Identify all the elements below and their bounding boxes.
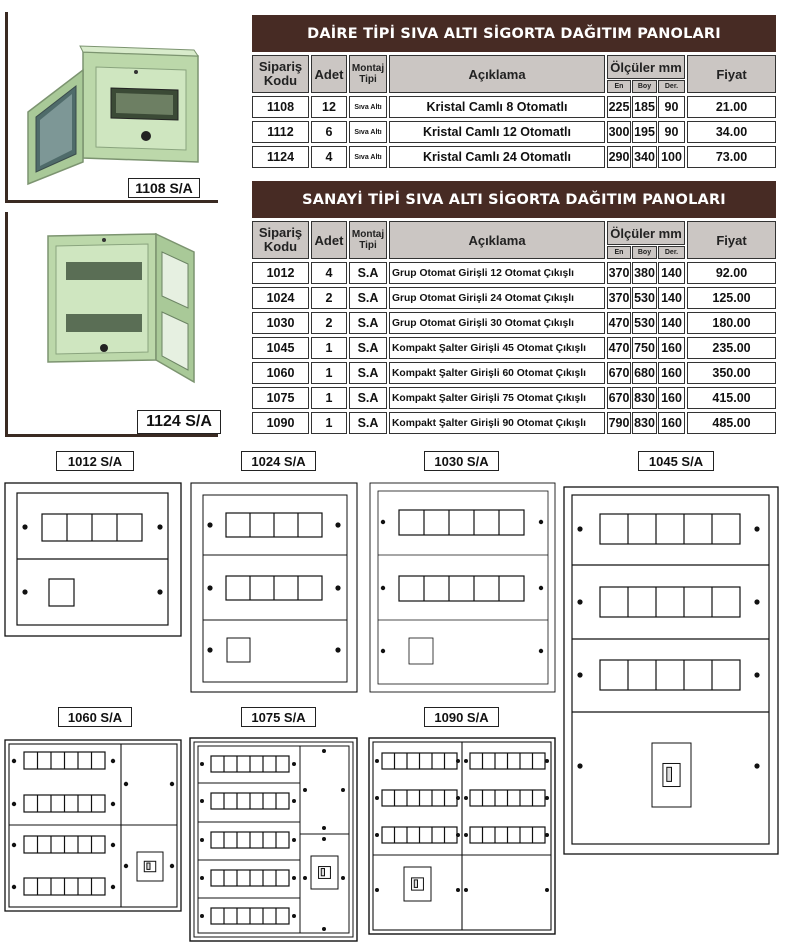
screw-dot	[322, 826, 326, 830]
screw-dot	[577, 672, 582, 677]
header-boy: Boy	[632, 246, 657, 259]
header-fiyat: Fiyat	[687, 221, 776, 259]
screw-dot	[754, 763, 759, 768]
screw-dot	[381, 649, 385, 653]
module-row	[399, 510, 524, 535]
table-cell-kod: 1030	[252, 312, 309, 334]
table-cell-kod: 1012	[252, 262, 309, 284]
inner-frame	[198, 746, 349, 933]
screw-dot	[545, 833, 549, 837]
table-cell-boy: 680	[632, 362, 657, 384]
outer-frame	[190, 738, 357, 941]
table-cell-der: 90	[658, 121, 685, 143]
screw-dot	[375, 796, 379, 800]
screw-dot	[200, 838, 204, 842]
module-row	[600, 660, 740, 690]
table-cell-adet: 2	[311, 312, 347, 334]
screw-dot	[200, 876, 204, 880]
screw-dot	[207, 585, 212, 590]
table-cell-der: 90	[658, 96, 685, 118]
header-adet: Adet	[311, 221, 347, 259]
table-cell-fiyat: 92.00	[687, 262, 776, 284]
table-cell-boy: 830	[632, 412, 657, 434]
table-cell-der: 160	[658, 412, 685, 434]
table-cell-en: 300	[607, 121, 631, 143]
diagram-label: 1075 S/A	[241, 707, 316, 727]
table-cell-boy: 530	[632, 312, 657, 334]
screw-dot	[292, 762, 296, 766]
table-cell-boy: 530	[632, 287, 657, 309]
table-title: DAİRE TİPİ SIVA ALTI SİGORTA DAĞITIM PANOLARI	[252, 15, 776, 52]
screw-dot	[303, 876, 307, 880]
table-cell-adet: 4	[311, 146, 347, 168]
screw-dot	[335, 522, 340, 527]
table-cell-kod: 1108	[252, 96, 309, 118]
diagram-label: 1030 S/A	[424, 451, 499, 471]
screw-dot	[539, 520, 543, 524]
module-row	[399, 576, 524, 601]
screw-dot	[22, 524, 27, 529]
table-cell-fiyat: 34.00	[687, 121, 776, 143]
screw-dot	[200, 799, 204, 803]
table-cell-fiyat: 350.00	[687, 362, 776, 384]
table-cell-kod: 1060	[252, 362, 309, 384]
screw-dot	[335, 585, 340, 590]
table-cell-montaj: S.A	[349, 362, 387, 384]
screw-dot	[207, 522, 212, 527]
table-cell-boy: 750	[632, 337, 657, 359]
screw-dot	[464, 833, 468, 837]
module-row	[600, 514, 740, 544]
table-cell-aciklama: Kompakt Şalter Girişli 60 Otomat Çıkışlı	[389, 362, 605, 384]
header-en: En	[607, 80, 631, 93]
module-row	[600, 587, 740, 617]
screw-dot	[577, 599, 582, 604]
table-cell-aciklama: Kompakt Şalter Girişli 75 Otomat Çıkışlı	[389, 387, 605, 409]
table-cell-aciklama: Kompakt Şalter Girişli 90 Otomat Çıkışlı	[389, 412, 605, 434]
table-cell-montaj: Sıva Altı	[349, 146, 387, 168]
screw-dot	[456, 888, 460, 892]
table-cell-montaj: S.A	[349, 262, 387, 284]
table-cell-en: 790	[607, 412, 631, 434]
table-cell-montaj: Sıva Altı	[349, 96, 387, 118]
breaker-switch	[667, 767, 672, 781]
photo-caption: 1108 S/A	[128, 178, 200, 198]
breaker-slot	[49, 579, 74, 606]
screw-dot	[375, 759, 379, 763]
table-cell-kod: 1045	[252, 337, 309, 359]
screw-dot	[456, 833, 460, 837]
table-cell-aciklama: Kristal Camlı 24 Otomatlı	[389, 146, 605, 168]
table-cell-fiyat: 125.00	[687, 287, 776, 309]
table-cell-adet: 6	[311, 121, 347, 143]
photo-caption: 1124 S/A	[137, 410, 221, 434]
table-cell-adet: 1	[311, 337, 347, 359]
screw-dot	[341, 788, 345, 792]
diagram-label: 1024 S/A	[241, 451, 316, 471]
screw-dot	[200, 762, 204, 766]
screw-dot	[754, 599, 759, 604]
screw-dot	[170, 782, 174, 786]
table-cell-der: 140	[658, 262, 685, 284]
table-cell-kod: 1112	[252, 121, 309, 143]
table-cell-aciklama: Grup Otomat Girişli 12 Otomat Çıkışlı	[389, 262, 605, 284]
screw-dot	[754, 526, 759, 531]
table-cell-fiyat: 73.00	[687, 146, 776, 168]
screw-dot	[303, 788, 307, 792]
header-adet: Adet	[311, 55, 347, 93]
screw-dot	[539, 586, 543, 590]
table-cell-boy: 195	[632, 121, 657, 143]
screw-dot	[111, 802, 115, 806]
table-cell-en: 670	[607, 387, 631, 409]
screw-dot	[170, 864, 174, 868]
screw-dot	[375, 833, 379, 837]
screw-dot	[545, 796, 549, 800]
table-cell-fiyat: 180.00	[687, 312, 776, 334]
table-cell-montaj: S.A	[349, 412, 387, 434]
table-cell-der: 160	[658, 337, 685, 359]
diagram-label: 1045 S/A	[638, 451, 714, 471]
breaker-switch	[414, 880, 417, 887]
header-en: En	[607, 246, 631, 259]
screw-dot	[12, 843, 16, 847]
table-cell-aciklama: Kristal Camlı 12 Otomatlı	[389, 121, 605, 143]
screw-dot	[456, 796, 460, 800]
header-olculer: Ölçüler mm	[607, 221, 685, 245]
table-cell-en: 470	[607, 312, 631, 334]
table-cell-adet: 1	[311, 387, 347, 409]
diagram-label: 1090 S/A	[424, 707, 499, 727]
table-cell-montaj: S.A	[349, 312, 387, 334]
screw-dot	[375, 888, 379, 892]
screw-dot	[754, 672, 759, 677]
screw-dot	[292, 876, 296, 880]
table-cell-adet: 4	[311, 262, 347, 284]
screw-dot	[292, 914, 296, 918]
table-cell-fiyat: 235.00	[687, 337, 776, 359]
screw-dot	[124, 782, 128, 786]
table-cell-aciklama: Grup Otomat Girişli 30 Otomat Çıkışlı	[389, 312, 605, 334]
diagram-label: 1012 S/A	[56, 451, 134, 471]
header-der: Der.	[658, 246, 685, 259]
table-cell-boy: 185	[632, 96, 657, 118]
breaker-switch	[147, 863, 150, 869]
header-aciklama: Açıklama	[389, 221, 605, 259]
table-cell-en: 470	[607, 337, 631, 359]
table-cell-en: 670	[607, 362, 631, 384]
screw-dot	[322, 927, 326, 931]
header-montaj-tipi: Montaj Tipi	[349, 55, 387, 93]
table-cell-en: 370	[607, 287, 631, 309]
screw-dot	[577, 763, 582, 768]
table-cell-kod: 1075	[252, 387, 309, 409]
breaker-slot	[227, 638, 250, 662]
header-siparis-kodu: Sipariş Kodu	[252, 221, 309, 259]
screw-dot	[292, 799, 296, 803]
screw-dot	[157, 524, 162, 529]
screw-dot	[381, 586, 385, 590]
breaker-switch	[321, 869, 324, 876]
diagram-label: 1060 S/A	[58, 707, 132, 727]
table-cell-kod: 1090	[252, 412, 309, 434]
outer-frame	[370, 483, 555, 692]
screw-dot	[545, 888, 549, 892]
inner-frame	[203, 495, 347, 682]
screw-dot	[22, 589, 27, 594]
table-cell-adet: 1	[311, 362, 347, 384]
screw-dot	[207, 647, 212, 652]
table-cell-boy: 380	[632, 262, 657, 284]
table-cell-aciklama: Grup Otomat Girişli 24 Otomat Çıkışlı	[389, 287, 605, 309]
header-olculer: Ölçüler mm	[607, 55, 685, 79]
table-cell-kod: 1124	[252, 146, 309, 168]
screw-dot	[322, 749, 326, 753]
header-boy: Boy	[632, 80, 657, 93]
table-cell-kod: 1024	[252, 287, 309, 309]
table-cell-aciklama: Kristal Camlı 8 Otomatlı	[389, 96, 605, 118]
table-cell-adet: 1	[311, 412, 347, 434]
screw-dot	[545, 759, 549, 763]
table-cell-der: 140	[658, 287, 685, 309]
inner-frame	[378, 491, 548, 684]
screw-dot	[157, 589, 162, 594]
table-cell-der: 160	[658, 387, 685, 409]
table-cell-boy: 830	[632, 387, 657, 409]
table-cell-der: 100	[658, 146, 685, 168]
screw-dot	[539, 649, 543, 653]
header-montaj-tipi: Montaj Tipi	[349, 221, 387, 259]
screw-dot	[464, 759, 468, 763]
screw-dot	[12, 802, 16, 806]
header-der: Der.	[658, 80, 685, 93]
screw-dot	[464, 888, 468, 892]
table-cell-en: 370	[607, 262, 631, 284]
header-siparis-kodu: Sipariş Kodu	[252, 55, 309, 93]
screw-dot	[111, 759, 115, 763]
screw-dot	[111, 843, 115, 847]
screw-dot	[200, 914, 204, 918]
header-aciklama: Açıklama	[389, 55, 605, 93]
screw-dot	[381, 520, 385, 524]
table-cell-en: 290	[607, 146, 631, 168]
table-cell-montaj: S.A	[349, 387, 387, 409]
screw-dot	[456, 759, 460, 763]
screw-dot	[124, 864, 128, 868]
table-cell-montaj: S.A	[349, 337, 387, 359]
table-cell-montaj: Sıva Altı	[349, 121, 387, 143]
screw-dot	[322, 837, 326, 841]
table-cell-fiyat: 415.00	[687, 387, 776, 409]
screw-dot	[111, 885, 115, 889]
table-cell-der: 140	[658, 312, 685, 334]
table-cell-montaj: S.A	[349, 287, 387, 309]
screw-dot	[292, 838, 296, 842]
screw-dot	[464, 796, 468, 800]
table-cell-aciklama: Kompakt Şalter Girişli 45 Otomat Çıkışlı	[389, 337, 605, 359]
table-cell-boy: 340	[632, 146, 657, 168]
table-title: SANAYİ TİPİ SIVA ALTI SİGORTA DAĞITIM PANOLARI	[252, 181, 776, 218]
screw-dot	[12, 759, 16, 763]
screw-dot	[335, 647, 340, 652]
table-cell-en: 225	[607, 96, 631, 118]
breaker-slot	[409, 638, 433, 664]
table-cell-fiyat: 21.00	[687, 96, 776, 118]
screw-dot	[341, 876, 345, 880]
table-cell-fiyat: 485.00	[687, 412, 776, 434]
table-cell-adet: 2	[311, 287, 347, 309]
table-cell-der: 160	[658, 362, 685, 384]
screw-dot	[12, 885, 16, 889]
table-cell-adet: 12	[311, 96, 347, 118]
screw-dot	[577, 526, 582, 531]
header-fiyat: Fiyat	[687, 55, 776, 93]
